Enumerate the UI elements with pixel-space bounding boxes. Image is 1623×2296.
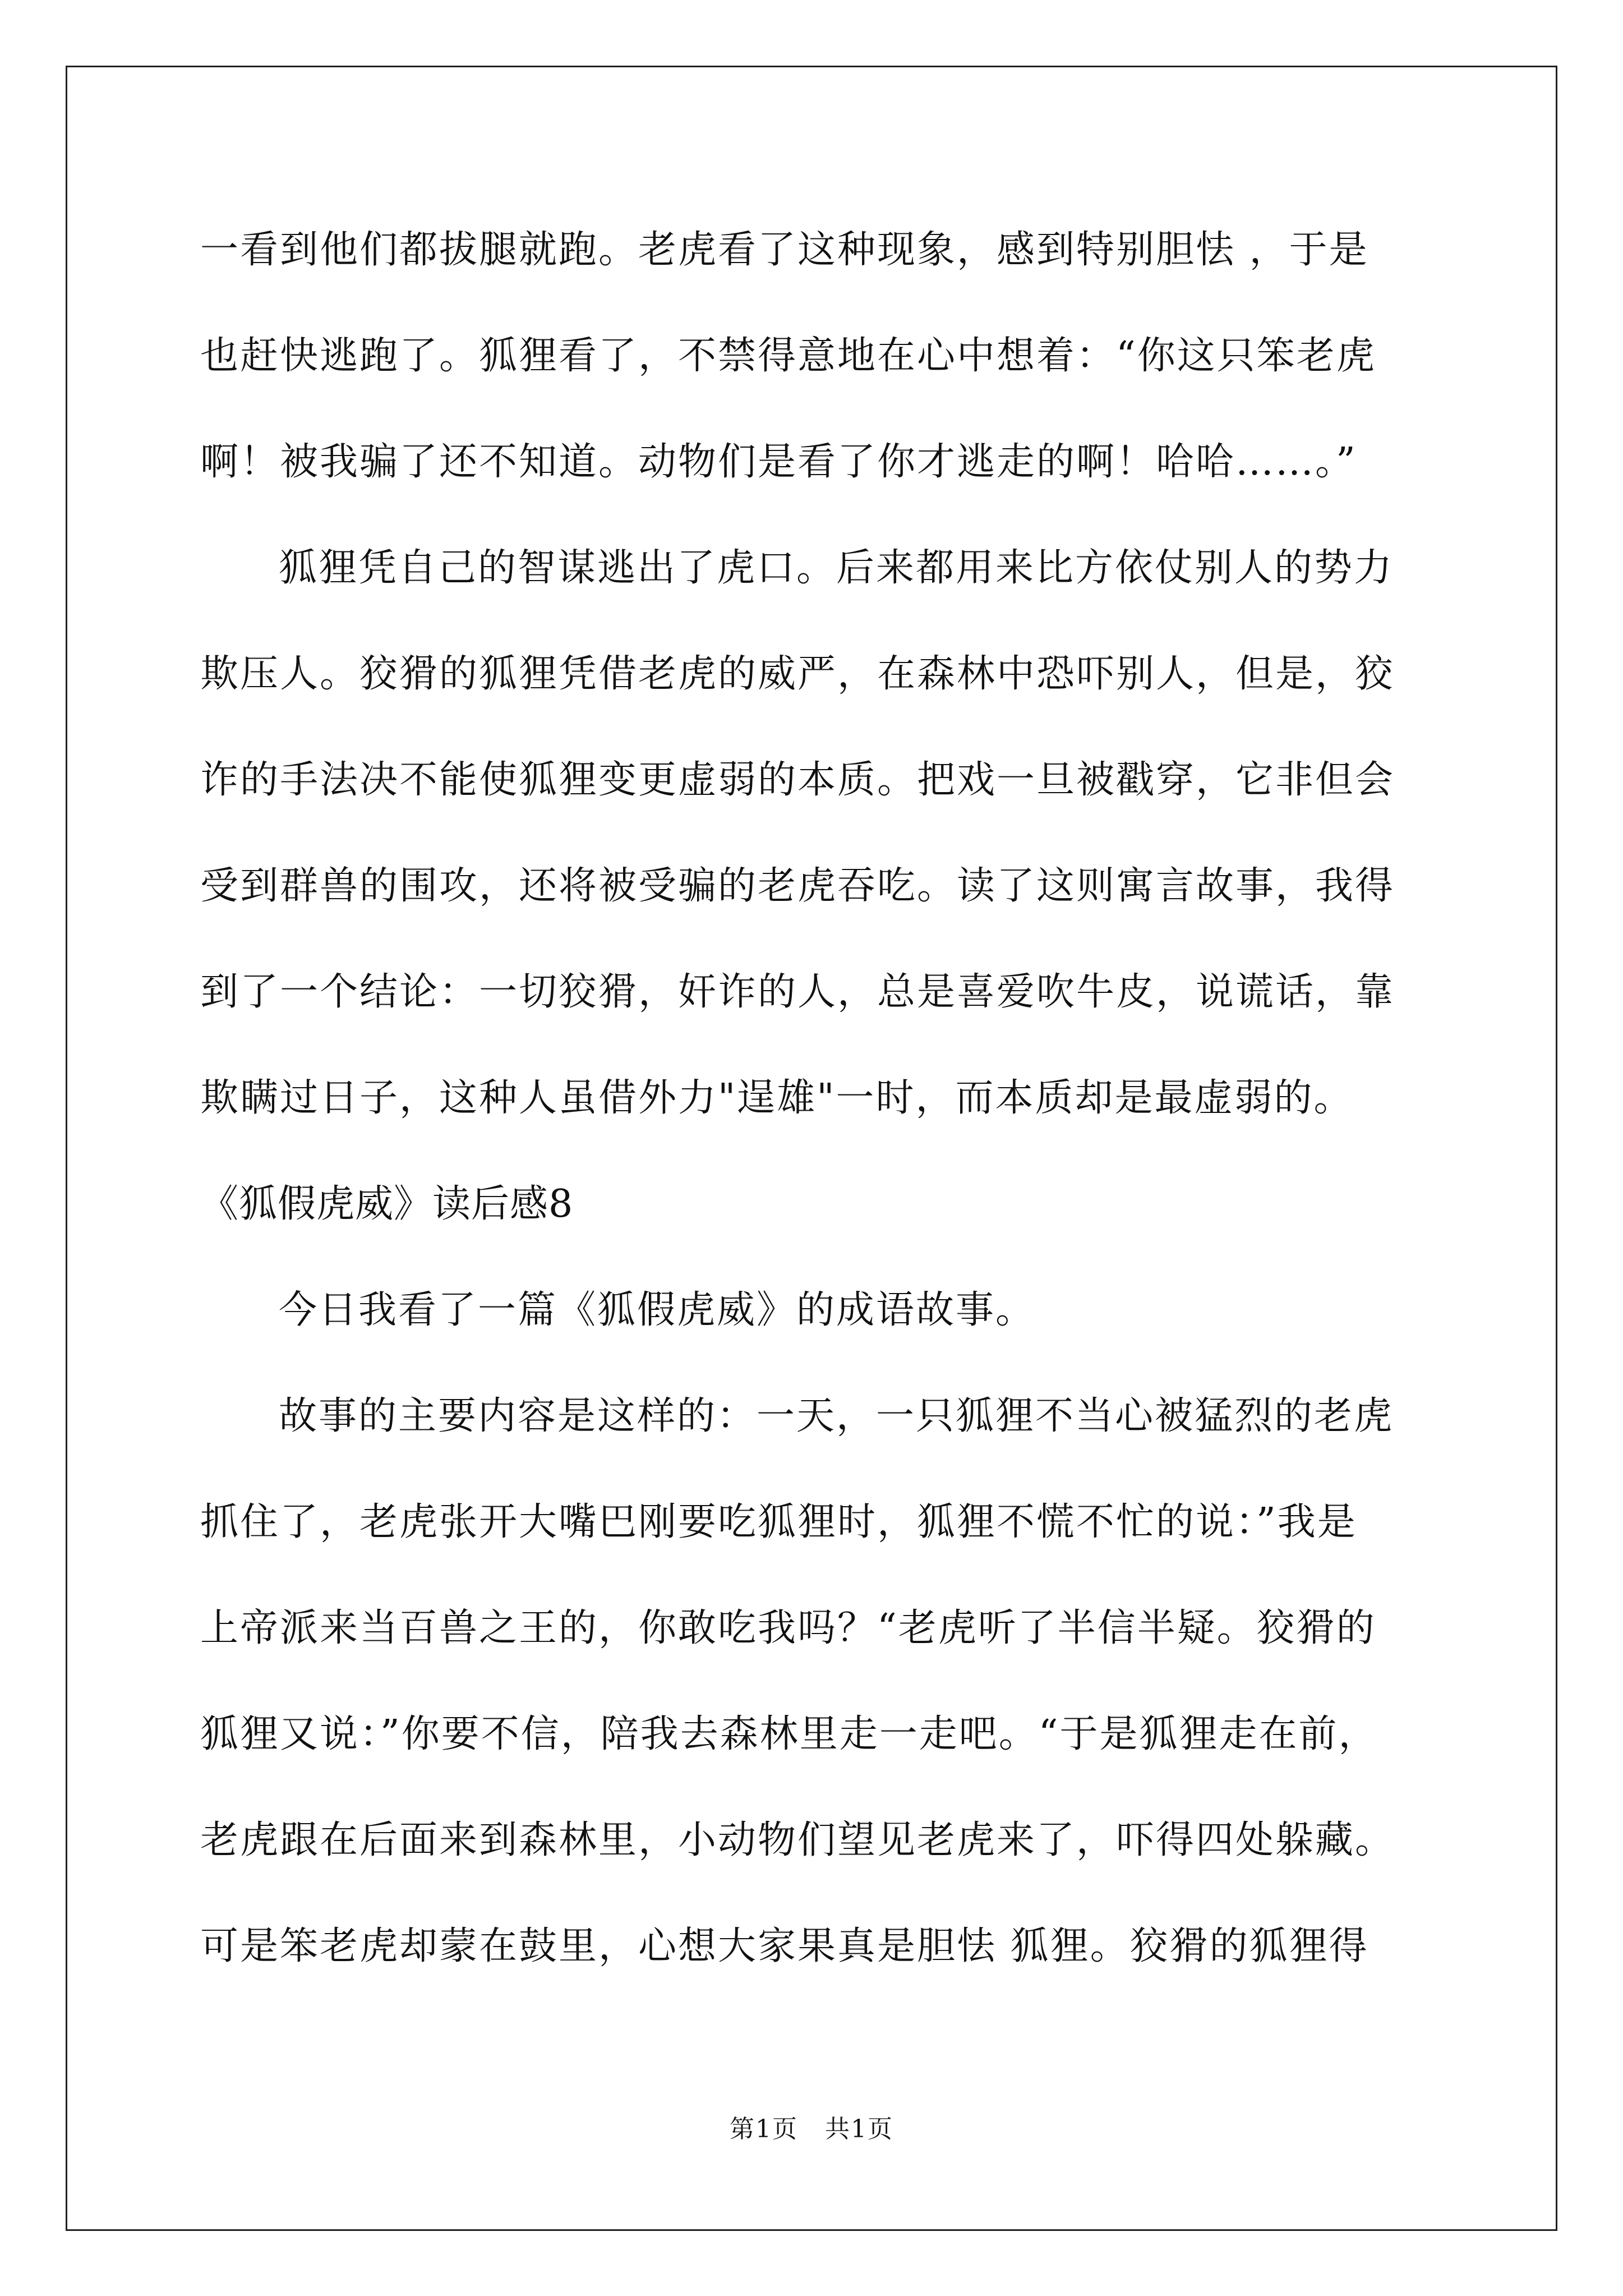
- body-line-2: 也赶快逃跑了。狐狸看了，不禁得意地在心中想着：“你这只笨老虎: [200, 334, 1376, 378]
- body-line-11: 故事的主要内容是这样的：一天，一只狐狸不当心被猛烈的老虎: [279, 1394, 1394, 1438]
- body-line-13: 上帝派来当百兽之王的，你敢吃我吗？“老虎听了半信半疑。狡猾的: [200, 1606, 1376, 1650]
- body-line-12: 抓住了，老虎张开大嘴巴刚要吃狐狸时，狐狸不慌不忙的说：”我是: [200, 1500, 1357, 1544]
- body-line-14: 狐狸又说：”你要不信，陪我去森林里走一走吧。“于是狐狸走在前，: [200, 1712, 1378, 1756]
- body-line-1: 一看到他们都拔腿就跑。老虎看了这种现象，感到特别胆怯 ，于是: [200, 228, 1369, 272]
- body-line-15: 老虎跟在后面来到森林里，小动物们望见老虎来了，吓得四处躲藏。: [200, 1818, 1395, 1862]
- body-line-4: 狐狸凭自己的智谋逃出了虎口。后来都用来比方依仗别人的势力: [279, 546, 1394, 590]
- body-line-5: 欺压人。狡猾的狐狸凭借老虎的威严，在森林中恐吓别人，但是，狡: [200, 652, 1395, 696]
- body-line-10: 今日我看了一篇《狐假虎威》的成语故事。: [279, 1288, 1036, 1332]
- body-line-3: 啊！被我骗了还不知道。动物们是看了你才逃走的啊！哈哈……。”: [200, 440, 1357, 484]
- page-footer: 第1页 共1页: [730, 2115, 893, 2143]
- section-title: 《狐假虎威》读后感8: [200, 1182, 574, 1226]
- body-line-9: 欺瞒过日子，这种人虽借外力"逞雄"一时，而本质却是最虚弱的。: [200, 1076, 1354, 1120]
- page-border: [66, 66, 1557, 2231]
- body-line-6: 诈的手法决不能使狐狸变更虚弱的本质。把戏一旦被戳穿，它非但会: [200, 758, 1395, 802]
- body-line-8: 到了一个结论：一切狡猾，奸诈的人，总是喜爱吹牛皮，说谎话，靠: [200, 970, 1395, 1014]
- body-line-7: 受到群兽的围攻，还将被受骗的老虎吞吃。读了这则寓言故事，我得: [200, 864, 1395, 908]
- body-line-16: 可是笨老虎却蒙在鼓里，心想大家果真是胆怯 狐狸。狡猾的狐狸得: [200, 1924, 1369, 1968]
